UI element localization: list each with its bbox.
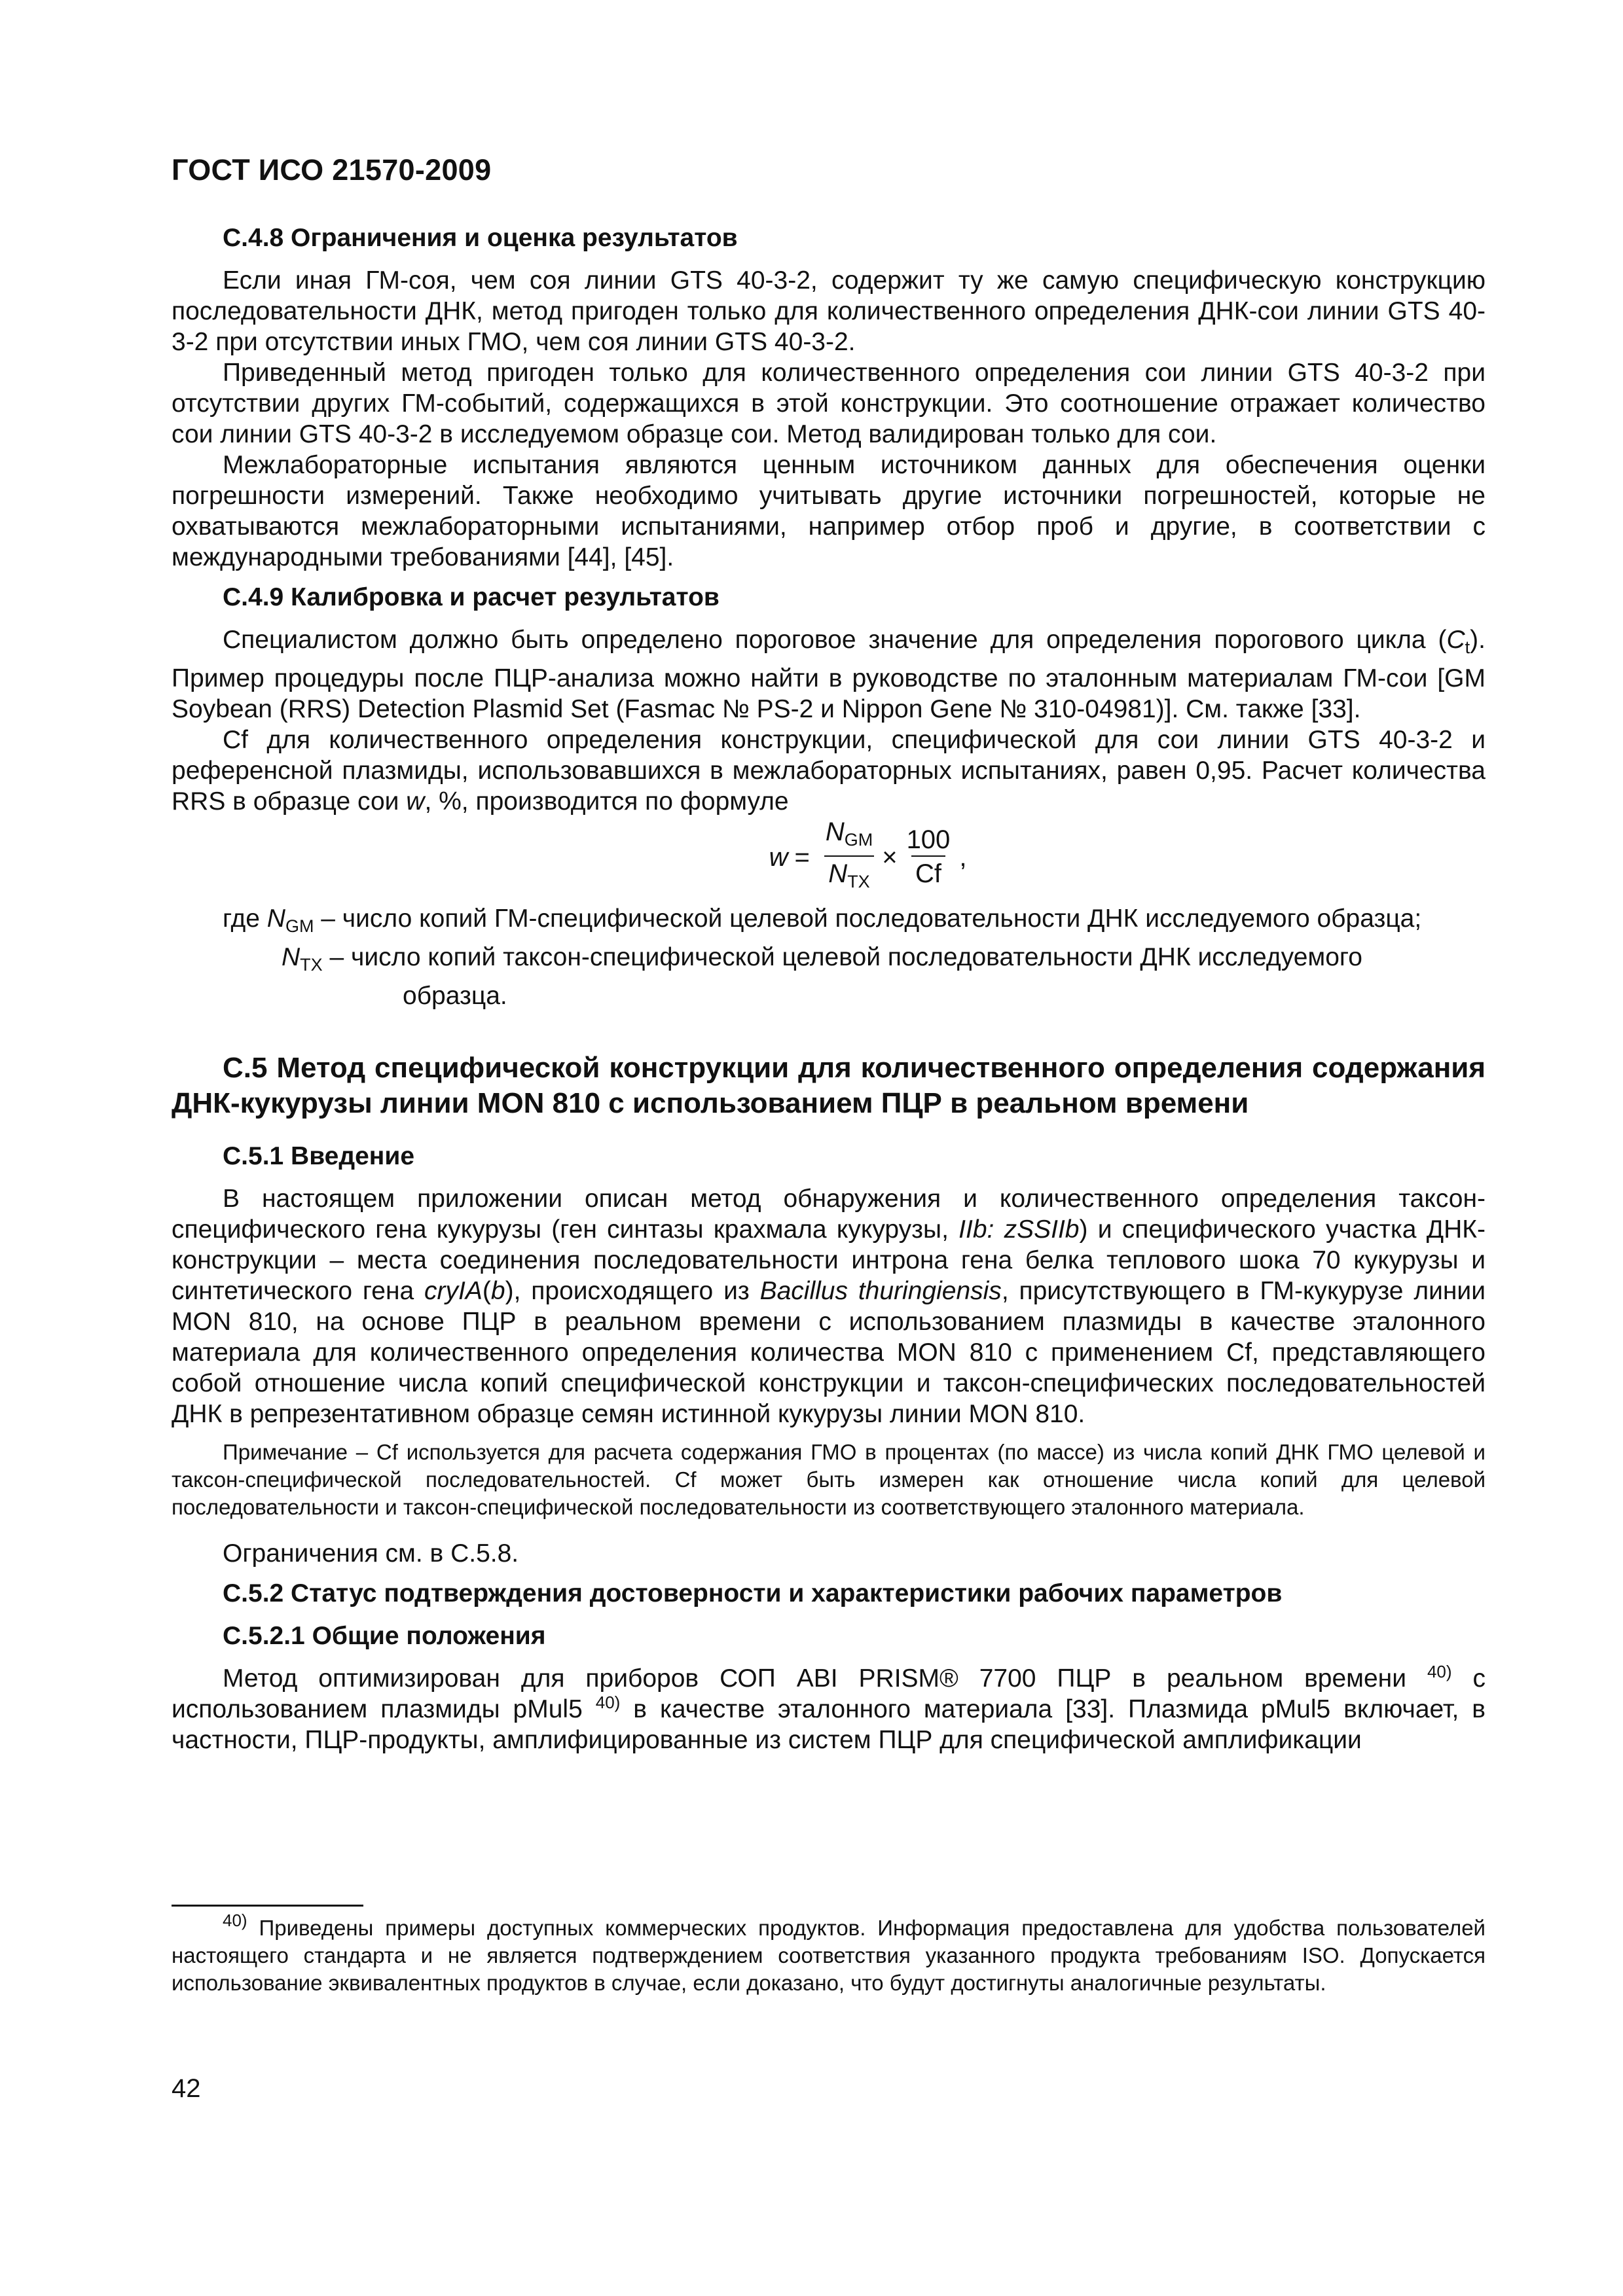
paragraph [172,1663,1486,1755]
where-word: где [223,905,267,933]
w-symbol: w [406,787,425,816]
fraction-denominator [824,855,873,899]
paragraph [172,624,1486,725]
text: , %, производится по формуле [424,787,789,816]
where-text: – число копий таксон-специфической целевой последовательности ДНК исследуемого [329,943,1362,971]
fraction-numerator [822,816,877,855]
symbol-n: N [282,943,301,971]
where-continuation: образца. [403,982,507,1010]
text: Специалистом должно быть определено пороговое значение для определения порогового цикла ( [223,626,1447,654]
heading-c-5: С.5 Метод специфической конструкции для количественного определения содержания ДНК-кукурузы линии MON 810 с использованием ПЦР в реальном времени [172,1052,1486,1119]
where-symbol [223,903,321,942]
fraction-numerator: 100 [906,825,951,854]
where-text: – число копий ГМ-специфической целевой последовательности ДНК исследуемого образца; [321,905,1422,933]
symbol-n: N [828,859,848,888]
species-name: Bacillus thuringiensis [759,1277,1002,1305]
heading-c-4-9: С.4.9 Калибровка и расчет результатов [223,583,720,611]
formula [172,817,1486,894]
fraction-denominator: Cf [911,855,945,891]
footnote-ref[interactable]: 40) [595,1693,621,1712]
symbol-n: N [266,905,285,933]
paragraph [172,725,1486,817]
formula-equals: = [794,842,810,872]
gene-name: cryIA [424,1277,483,1305]
text: Cf для количественного определения конструкции, специфической для сои линии GTS 40-3-2 и референсной плазмиды, использовавшихся в межлабораторных испытаниях, равен 0,95. Расчет количества RRS в образце сои [172,726,1486,816]
paragraph: Если иная ГМ-соя, чем соя линии GTS 40-3-2, содержит ту же самую специфическую конструкцию последовательности ДНК, метод пригоден только для количественного определения ДНК-сои линии GTS 40-3-2 при отсутствии иных ГМО, чем соя линии GTS 40-3-2. [172,266,1486,356]
heading-c-5-2: С.5.2 Статус подтверждения достоверности и характеристики рабочих параметров [223,1579,1283,1607]
footnote-divider [172,1905,363,1907]
text: ) и специфического участка ДНК-конструкции – места соединения последовательности интрона гена белка теплового шока 70 кукурузы и синтетического гена [172,1215,1486,1305]
paragraph: Межлабораторные испытания являются ценным источником данных для обеспечения оценки погрешности измерений. Также необходимо учитывать другие источники погрешностей, которые не охватываются межлабораторными испытаниями, например отбор проб и другие, в соответствии с международными требованиями [44], [45]. [172,451,1486,571]
where-row [223,903,1486,942]
where-block [172,903,1486,1011]
footnote [172,1910,1486,1997]
formula-times: × [882,842,898,872]
text: ), происходящего из [505,1277,760,1305]
text: с использованием плазмиды pMul5 [172,1664,1486,1723]
text: Метод оптимизирован для приборов СОП ABI PRISM® 7700 ПЦР в реальном времени [223,1664,1427,1693]
fraction-cf [903,824,955,891]
paragraph [172,1183,1486,1429]
paragraph: Ограничения см. в С.5.8. [223,1539,519,1568]
subscript: TX [300,955,323,975]
gene-name: b [490,1277,505,1305]
footnote-marker: 40) [223,1910,247,1930]
text: ). Пример процедуры после ПЦР-анализа можно найти в руководстве по эталонным материалам ГМ-сои [GM Soybean (RRS) Detection Plasmid Set (Fasmac № PS-2 и Nippon Gene № 310-04981)]. См. также [33]. [172,626,1486,723]
document-code: ГОСТ ИСО 21570-2009 [172,153,492,187]
ct-symbol: C [1446,626,1465,654]
text: ( [482,1277,491,1305]
where-symbol [282,942,330,980]
formula-lhs: w [769,842,788,872]
gene-name: IIb: zSSIIb [958,1215,1080,1244]
ct-subscript: t [1465,637,1470,657]
fraction-n [822,816,877,899]
subscript: TX [847,872,870,891]
page-number: 42 [172,2074,201,2103]
text: В настоящем приложении описан метод обнаружения и количественного определения таксон-специфического гена кукурузы (ген синтазы крахмала кукурузы, [172,1185,1486,1244]
note: Примечание – Cf используется для расчета содержания ГМО в процентах (по массе) из числа копий ДНК ГМО целевой и таксон-специфической последовательностей. Cf может быть измерен как отношение числа копий для целевой последовательности и таксон-специфической последовательности из соответствующего эталонного материала. [172,1440,1486,1519]
heading-c-5-1: С.5.1 Введение [223,1142,415,1170]
subscript: GM [844,830,873,850]
heading-c-5-2-1: С.5.2.1 Общие положения [223,1622,546,1650]
symbol-n: N [825,817,845,846]
paragraph: Приведенный метод пригоден только для количественного определения сои линии GTS 40-3-2 при отсутствии других ГМ-событий, содержащихся в этой конструкции. Это соотношение отражает количество сои линии GTS 40-3-2 в исследуемом образце сои. Метод валидирован только для сои. [172,359,1486,448]
text: , присутствующего в ГМ-кукурузе линии MON 810, на основе ПЦР в реальном времени с использованием плазмиды в качестве эталонного материала для количественного определения количества MON 810 с применением Cf, представляющего собой отношение числа копий специфической конструкции и таксон-специфических последовательностей ДНК в репрезентативном образце семян истинной кукурузы линии MON 810. [172,1277,1486,1428]
text: в качестве эталонного материала [33]. Плазмида pMul5 включает, в частности, ПЦР-продукты, амплифицированные из систем ПЦР для специфической амплификации [172,1695,1486,1754]
formula-comma: , [959,842,967,872]
subscript: GM [285,916,314,936]
footnote-ref[interactable]: 40) [1427,1662,1452,1681]
where-row [223,942,1486,980]
footnote-text: Приведены примеры доступных коммерческих продуктов. Информация предоставлена для удобства пользователей настоящего стандарта и не является подтверждением соответствия указанного продукта требованиям ISO. Допускается использование эквивалентных продуктов в случае, если доказано, что будут достигнуты аналогичные результаты. [172,1916,1486,1995]
heading-c-4-8: С.4.8 Ограничения и оценка результатов [223,224,738,252]
